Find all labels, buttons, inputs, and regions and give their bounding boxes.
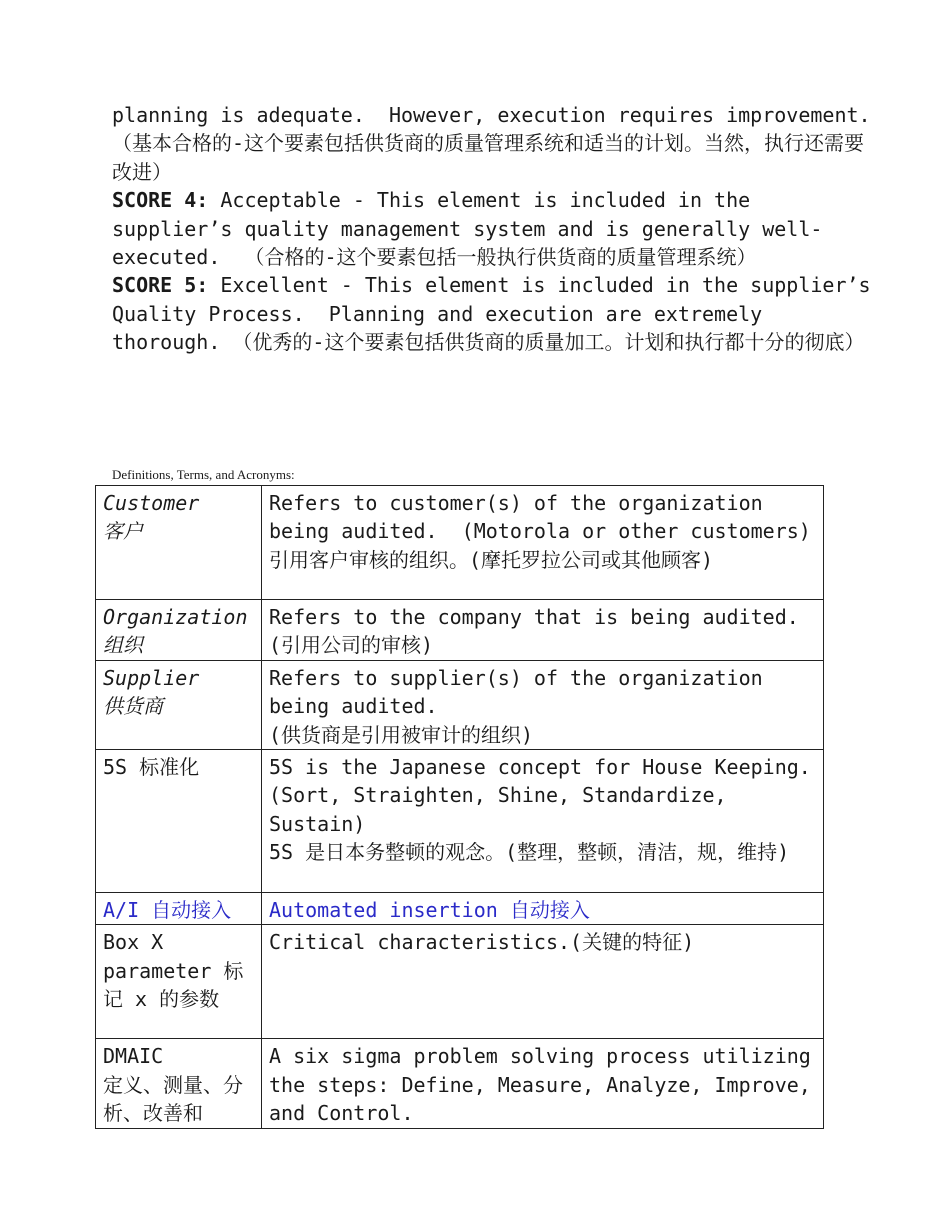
score-5-paragraph — [112, 271, 883, 356]
score-5-text: Excellent - This element is included in the supplier’s Quality Process. Planning and execution are extremely thorough. （优秀的-这个要素包括供货商的质量加工。计划和执行都十分的彻底） — [112, 273, 883, 355]
score-4-paragraph — [112, 186, 872, 271]
table-row — [96, 486, 824, 600]
term-cell: Organization 组织 — [96, 600, 262, 661]
definition-cell: 5S is the Japanese concept for House Keeping. (Sort, Straighten, Shine, Standardize, Sustain) 5S 是日本务整顿的观念。(整理，整顿，清洁，规，维持) — [262, 750, 824, 893]
table-row — [96, 893, 824, 925]
definition-cell: A six sigma problem solving process utilizing the steps: Define, Measure, Analyze, Improve, and Control. — [262, 1039, 824, 1128]
term-cell: Customer 客户 — [96, 486, 262, 600]
term-cell: DMAIC 定义、测量、分析、改善和 — [96, 1039, 262, 1128]
score-4-label: SCORE 4: — [112, 188, 209, 213]
table-row — [96, 750, 824, 893]
term-cell: Supplier 供货商 — [96, 660, 262, 749]
term-cell: Box X parameter 标记 x 的参数 — [96, 925, 262, 1039]
table-row — [96, 1039, 824, 1128]
term-cell: A/I 自动接入 — [96, 893, 262, 925]
score-4-text: Acceptable - This element is included in the supplier’s quality management system and is generally well-executed. （合格的-这个要素包括一般执行供货商的质量管理系统） — [112, 188, 823, 270]
table-row — [96, 600, 824, 661]
definitions-caption: Definitions, Terms, and Acronyms: — [112, 467, 295, 482]
score-descriptions — [112, 101, 883, 357]
definition-cell: Automated insertion 自动接入 — [262, 893, 824, 925]
score-3-continuation: planning is adequate. However, execution requires improvement. （基本合格的-这个要素包括供货商的质量管理系统和适当的计划。当然，执行还需要改进） — [112, 103, 871, 184]
definition-cell: Critical characteristics.(关键的特征) — [262, 925, 824, 1039]
definition-cell: Refers to supplier(s) of the organization being audited. (供货商是引用被审计的组织) — [262, 660, 824, 749]
table-row — [96, 925, 824, 1039]
score-5-label: SCORE 5: — [112, 273, 209, 298]
table-row — [96, 660, 824, 749]
definitions-table — [95, 485, 835, 1129]
definition-cell: Refers to the company that is being audited.(引用公司的审核) — [262, 600, 824, 661]
definition-cell: Refers to customer(s) of the organization being audited. (Motorola or other customers) 引用客户审核的组织。(摩托罗拉公司或其他顾客) — [262, 486, 824, 600]
term-cell: 5S 标准化 — [96, 750, 262, 893]
